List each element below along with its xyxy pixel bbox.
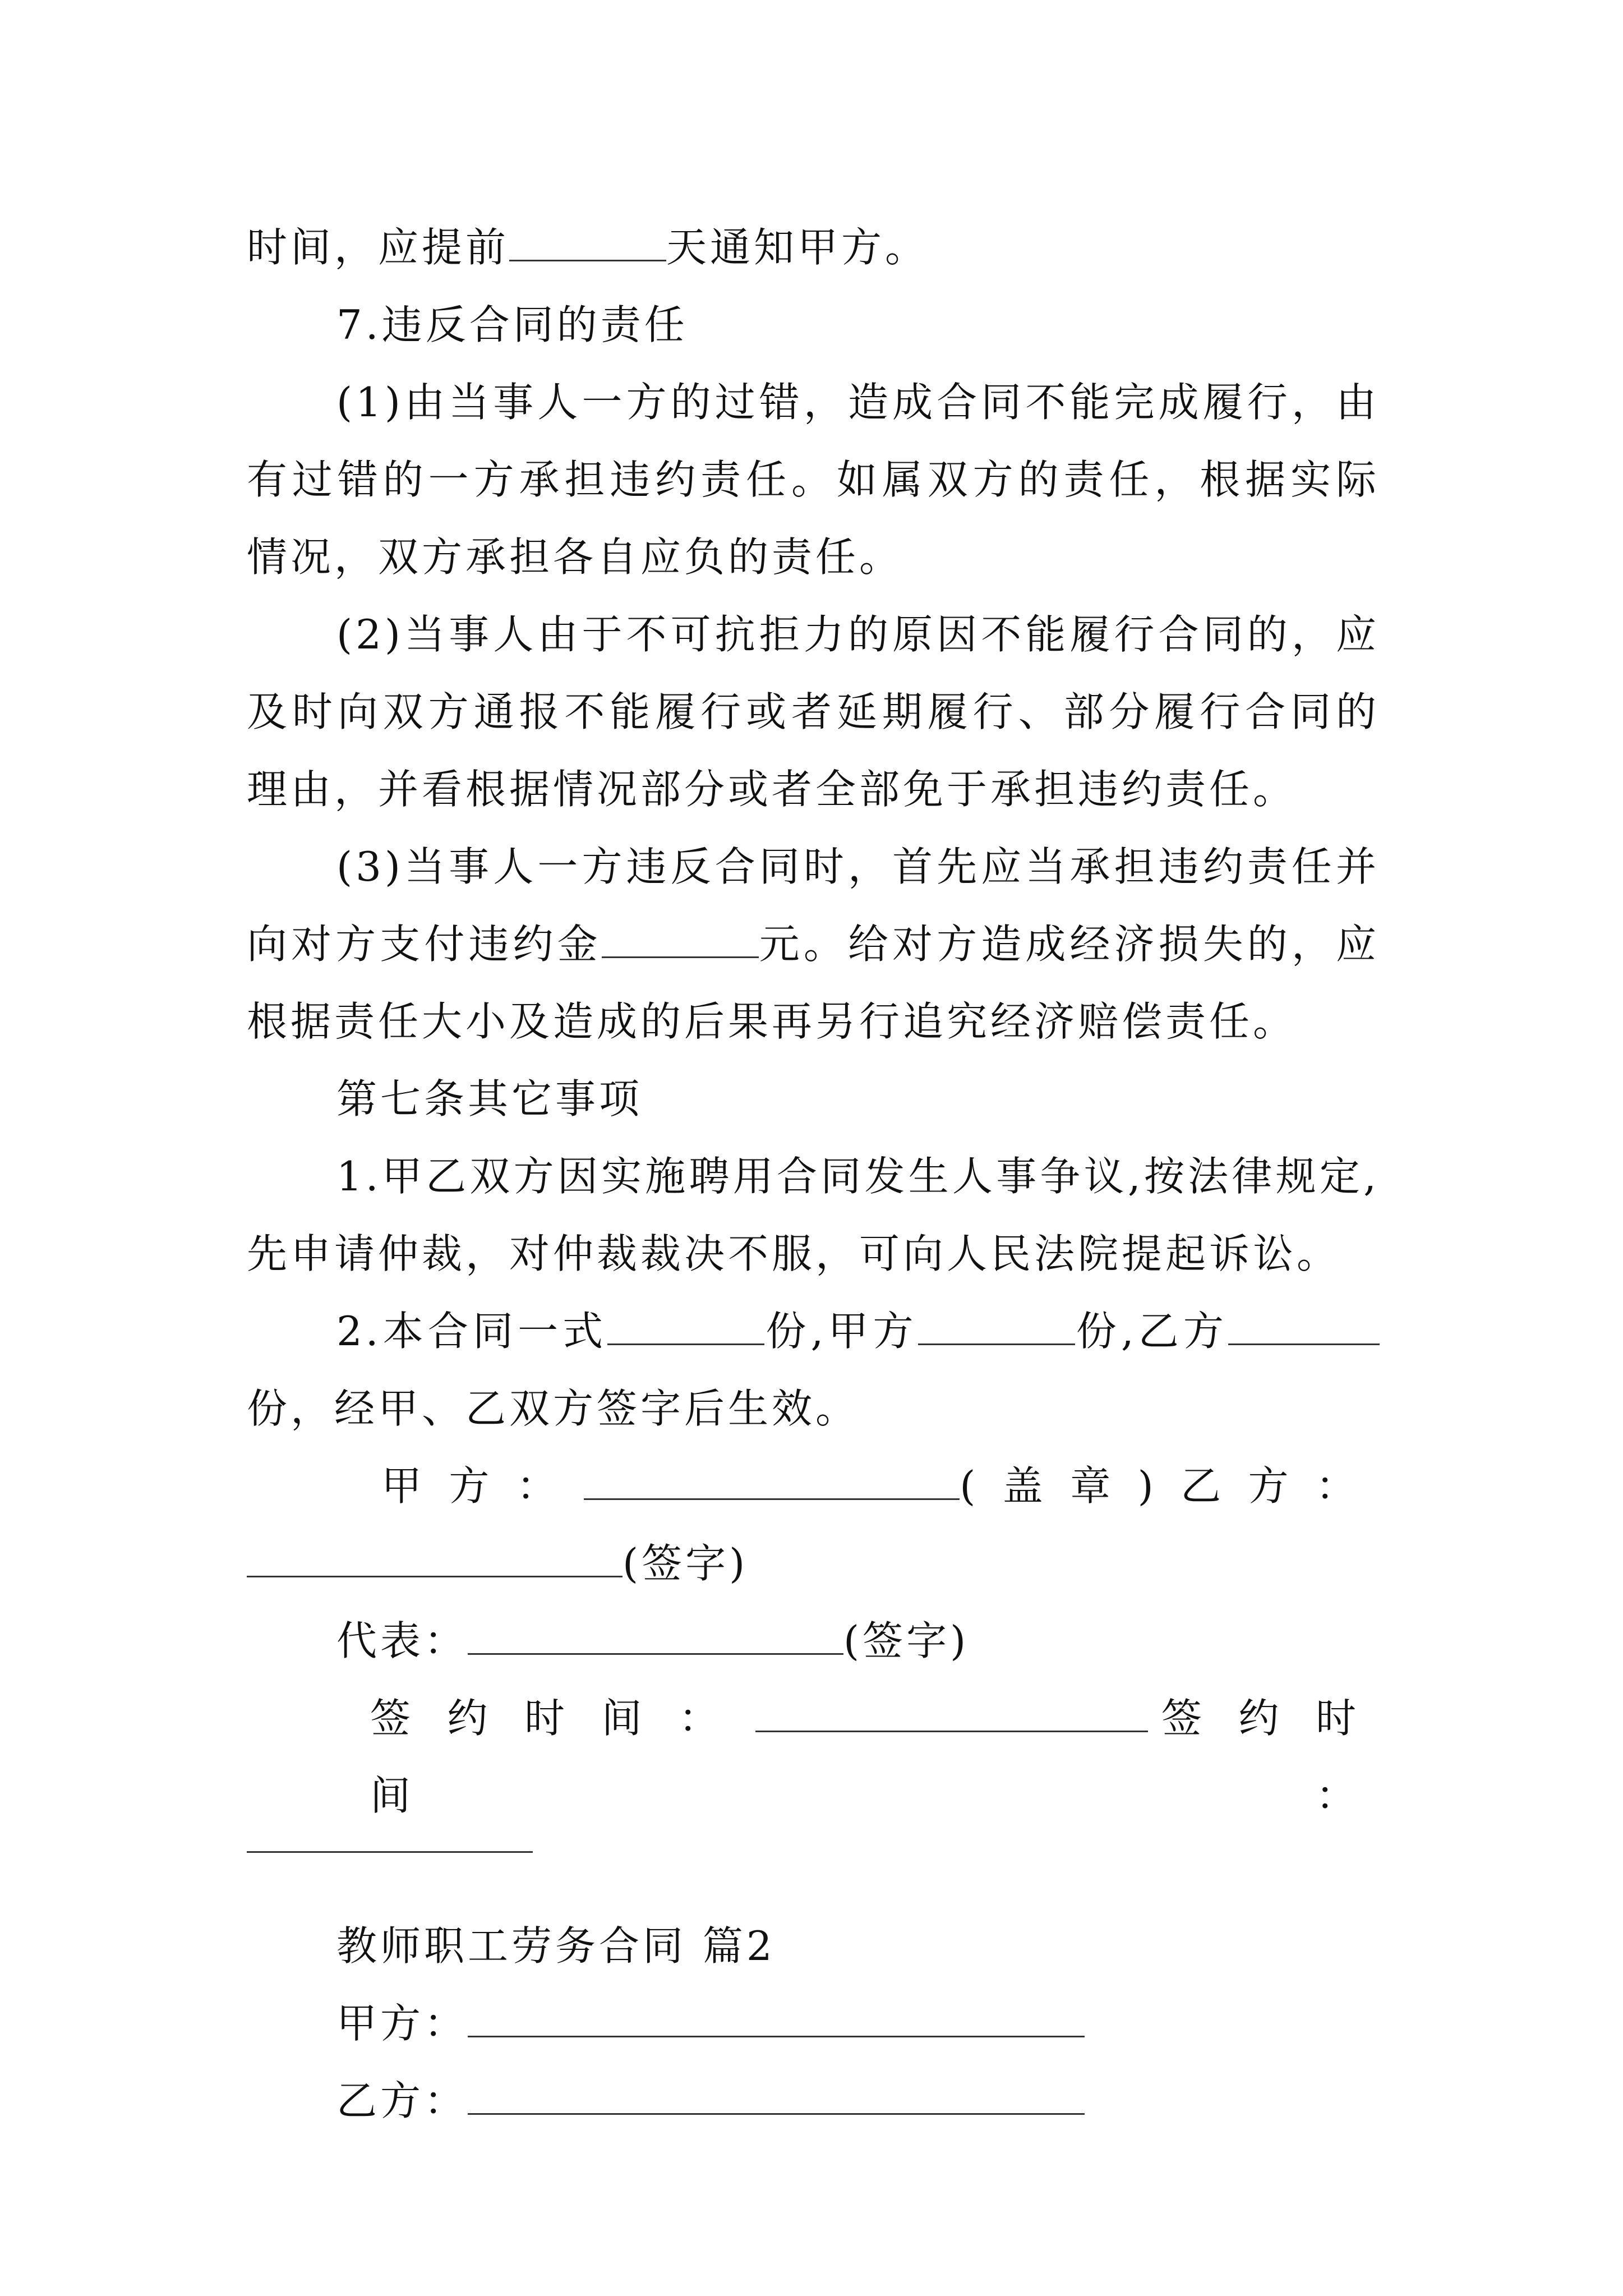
penalty-amount-blank — [602, 920, 759, 958]
party-b-blank — [468, 2077, 1085, 2115]
section-7-title: 7.违反合同的责任 — [336, 301, 688, 348]
blank-field — [509, 223, 666, 261]
party-a-label: 甲方： — [336, 2000, 468, 2047]
party-a-signature-blank — [584, 1462, 960, 1500]
text-span: 份,甲方 — [764, 1308, 918, 1355]
clause-3 — [247, 828, 1380, 1060]
spacer — [247, 1874, 1380, 1907]
date-label-b: 签约时间： — [370, 1695, 1380, 1819]
contract-2-heading: 教师职工劳务合同 篇2 — [336, 1922, 776, 1970]
article-7-title: 第七条其它事项 — [336, 1075, 643, 1122]
text-span: 份，经甲、乙双方签字后生效。 — [247, 1385, 860, 1432]
representative-label: 代表： — [336, 1617, 468, 1664]
contract-body — [247, 209, 1380, 2139]
copies-b-blank — [1228, 1307, 1380, 1345]
clause-1: (1)由当事人一方的过错，造成合同不能完成履行，由有过错的一方承担违约责任。如属双方的责任，根据实际情况，双方承担各自应负的责任。 — [247, 379, 1380, 581]
date-label-a: 签约时间： — [370, 1695, 756, 1742]
date-row — [247, 1680, 1380, 1834]
other-item-1: 1.甲乙双方因实施聘用合同发生人事争议,按法律规定,先申请仲裁，对仲裁裁决不服，可向人民法院提起诉讼。 — [247, 1153, 1380, 1277]
text-span: 元。给对方造成经济损失的，应根据责任大小及造成的后果再另行追究经济赔偿责任。 — [247, 921, 1380, 1045]
signature-row — [247, 1447, 1380, 1525]
clause-2: (2)当事人由于不可抗拒力的原因不能履行合同的，应及时向双方通报不能履行或者延期履行、部分履行合同的理由，并看根据情况部分或者全部免于承担违约责任。 — [247, 611, 1380, 813]
party-a-line — [247, 1985, 1380, 2062]
sign-label: (签字) — [623, 1540, 749, 1587]
party-b-label: 乙方： — [336, 2077, 468, 2124]
text-span: 份,乙方 — [1075, 1308, 1229, 1355]
party-a-label: 甲方： — [381, 1462, 584, 1510]
party-b-signature-line — [247, 1525, 1380, 1602]
text-span: 时间，应提前 — [247, 224, 510, 271]
notice-line — [247, 209, 1380, 286]
representative-blank — [468, 1617, 843, 1655]
sign-label: (签字) — [843, 1617, 970, 1664]
other-item-2 — [247, 1292, 1380, 1447]
representative-line — [247, 1602, 1380, 1680]
stamp-label: (盖章) — [960, 1462, 1177, 1510]
party-b-label: 乙方： — [1177, 1462, 1380, 1510]
party-b-signature-blank — [247, 1539, 623, 1577]
party-a-blank — [468, 1999, 1085, 2037]
text-span: (3)当事人一方违反合同时，首先应当承担违约责任并向对方支付违约金 — [247, 843, 1380, 968]
text-span: 天通知甲方。 — [666, 224, 929, 271]
date-b-blank — [247, 1851, 533, 1853]
copies-a-blank — [918, 1307, 1075, 1345]
copies-total-blank — [607, 1307, 764, 1345]
date-b-blank-line — [247, 1834, 1380, 1874]
text-span: 2.本合同一式 — [336, 1308, 608, 1355]
date-a-blank — [755, 1694, 1148, 1732]
party-b-line — [247, 2062, 1380, 2139]
